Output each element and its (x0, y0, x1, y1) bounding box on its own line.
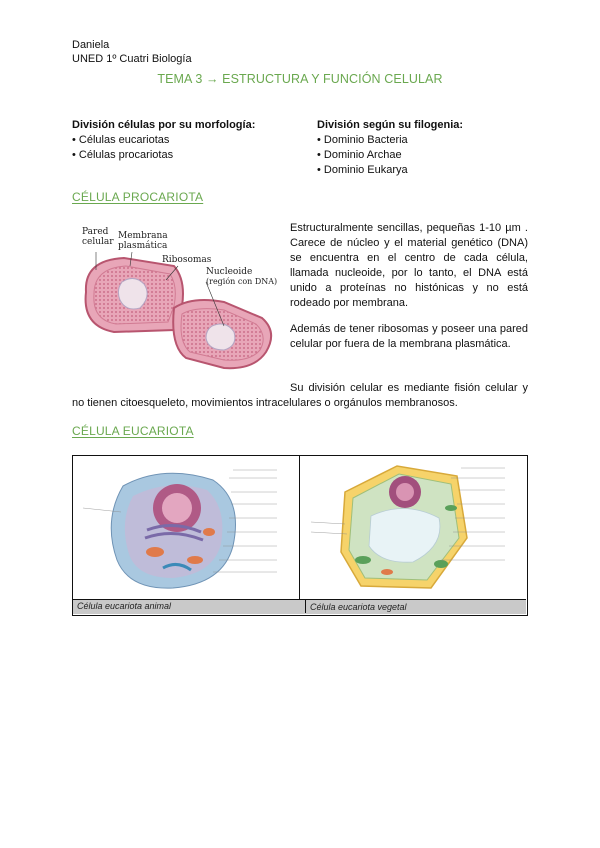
label-pared: Pared (82, 227, 109, 237)
caption-vegetal: Célula eucariota vegetal (305, 600, 407, 613)
label-plasmatica: plasmática (118, 241, 168, 251)
filogenia-block (317, 118, 537, 178)
author-name: Daniela (72, 39, 110, 51)
plant-cell-diagram (301, 456, 526, 599)
prokaryote-figure (74, 222, 284, 384)
eukaryote-figure-table (72, 455, 528, 616)
course-name: UNED 1º Cuatri Biología (72, 53, 192, 65)
plant-cell-image (301, 456, 526, 599)
label-region: (región con DNA) (206, 277, 278, 286)
procariota-paragraph-2: Además de tener ribosomas y poseer una pared celular por fuera de la membrana plasmática. (290, 323, 528, 350)
section-heading-procariota: CÉLULA PROCARIOTA (72, 190, 204, 204)
label-membrana: Membrana (118, 231, 168, 241)
caption-animal: Célula eucariota animal (77, 601, 172, 611)
section-heading-eucariota: CÉLULA EUCARIOTA (72, 424, 194, 438)
prokaryote-diagram (74, 222, 284, 384)
procariota-paragraph-1: Estructuralmente sencillas, pequeñas 1-10 µm . Carece de núcleo y el material genético (DNA) se encuentra en el centro de cada célula, llamada nucleoide, por lo tanto, el DNA está unido a proteínas no histónicas y no está rodeado por membrana. (290, 222, 528, 309)
morfologia-block (72, 118, 292, 163)
animal-cell-image (73, 456, 300, 599)
list-item: • Células procariotas (72, 149, 174, 161)
figure-caption-bar (73, 599, 526, 614)
label-nucleoide: Nucleoide (206, 267, 253, 277)
list-item: • Dominio Archae (317, 149, 402, 161)
page-title: TEMA 3 → ESTRUCTURA Y FUNCIÓN CELULAR (157, 72, 443, 86)
list-item: • Dominio Bacteria (317, 134, 408, 146)
label-celular: celular (82, 237, 114, 247)
procariota-paragraph-3: Su división celular es mediante fisión celular y no tienen citoesqueleto, movimientos intracelulares o orgánulos membranosos. (72, 382, 528, 409)
morfologia-heading: División células por su morfología: (72, 119, 256, 131)
label-ribosomas: Ribosomas (162, 255, 212, 265)
animal-cell-diagram (73, 456, 300, 599)
list-item: • Células eucariotas (72, 134, 170, 146)
list-item: • Dominio Eukarya (317, 164, 408, 176)
filogenia-heading: División según su filogenia: (317, 119, 464, 131)
